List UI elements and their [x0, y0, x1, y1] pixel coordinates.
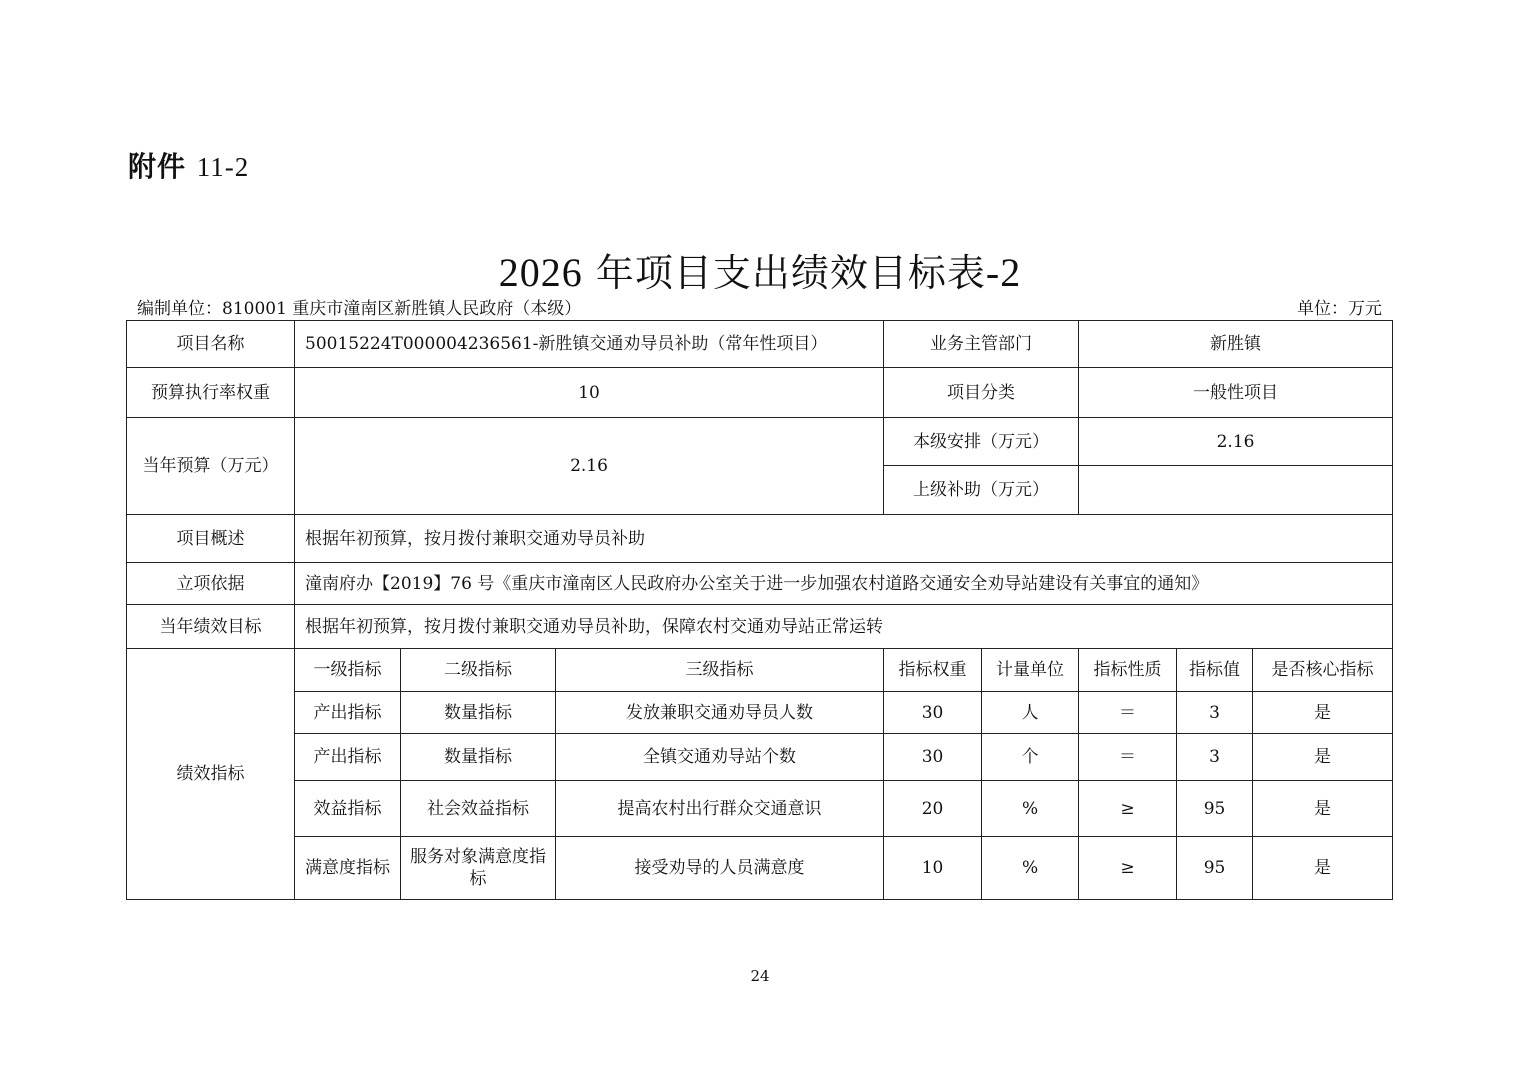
attachment-label — [128, 145, 249, 185]
indicator-cell: 产出指标 — [295, 734, 401, 781]
indicator-cell: 3 — [1177, 692, 1253, 734]
indicator-cell: ＝ — [1079, 734, 1177, 781]
local-label: 本级安排（万元） — [884, 418, 1079, 466]
goal-value: 根据年初预算，按月拨付兼职交通劝导员补助，保障农村交通劝导站正常运转 — [295, 605, 1393, 649]
indicator-cell: % — [982, 781, 1079, 837]
indicator-cell: 3 — [1177, 734, 1253, 781]
row-weight — [127, 368, 1393, 418]
superior-label: 上级补助（万元） — [884, 466, 1079, 515]
header-cell: 指标权重 — [884, 649, 982, 692]
indicator-cell: 是 — [1253, 734, 1393, 781]
project-name-label: 项目名称 — [127, 321, 295, 368]
category-value: 一般性项目 — [1079, 368, 1393, 418]
weight-label: 预算执行率权重 — [127, 368, 295, 418]
indicator-cell: 全镇交通劝导站个数 — [556, 734, 884, 781]
indicator-cell: % — [982, 837, 1079, 900]
indicator-cell: 20 — [884, 781, 982, 837]
indicator-row — [127, 781, 1393, 837]
page-title — [0, 242, 1520, 297]
indicator-cell: 产出指标 — [295, 692, 401, 734]
basis-value: 潼南府办【2019】76 号《重庆市潼南区人民政府办公室关于进一步加强农村道路交通安全劝导站建设有关事宜的通知》 — [295, 563, 1393, 605]
title-text: 年项目支出绩效目标表 — [595, 251, 986, 295]
page-number: 24 — [750, 967, 770, 985]
header-cell: 指标值 — [1177, 649, 1253, 692]
dept-value: 新胜镇 — [1079, 321, 1393, 368]
indicator-cell: 30 — [884, 692, 982, 734]
header-cell: 三级指标 — [556, 649, 884, 692]
indicator-cell: 社会效益指标 — [401, 781, 556, 837]
indicator-row — [127, 837, 1393, 900]
indicator-cell: 效益指标 — [295, 781, 401, 837]
attachment-text: 附件 — [128, 150, 187, 183]
budget-value: 2.16 — [295, 418, 884, 515]
indicator-cell: 发放兼职交通劝导员人数 — [556, 692, 884, 734]
indicator-cell: 服务对象满意度指标 — [401, 837, 556, 900]
title-suffix: -2 — [985, 250, 1022, 295]
indicator-cell: 提高农村出行群众交通意识 — [556, 781, 884, 837]
basis-label: 立项依据 — [127, 563, 295, 605]
indicator-cell: 接受劝导的人员满意度 — [556, 837, 884, 900]
dept-label: 业务主管部门 — [884, 321, 1079, 368]
indicator-cell: 10 — [884, 837, 982, 900]
budget-label: 当年预算（万元） — [127, 418, 295, 515]
superior-value — [1079, 466, 1393, 515]
category-label: 项目分类 — [884, 368, 1079, 418]
indicator-cell: 个 — [982, 734, 1079, 781]
indicator-header-row — [127, 649, 1393, 692]
indicator-row — [127, 734, 1393, 781]
overview-label: 项目概述 — [127, 515, 295, 563]
header-cell: 指标性质 — [1079, 649, 1177, 692]
row-goal — [127, 605, 1393, 649]
indicator-cell: 是 — [1253, 781, 1393, 837]
performance-table — [126, 320, 1393, 900]
header-cell: 是否核心指标 — [1253, 649, 1393, 692]
indicator-cell: 满意度指标 — [295, 837, 401, 900]
row-project-name — [127, 321, 1393, 368]
indicator-cell: ≥ — [1079, 781, 1177, 837]
indicator-cell: ＝ — [1079, 692, 1177, 734]
indicator-cell: 数量指标 — [401, 692, 556, 734]
row-overview — [127, 515, 1393, 563]
title-year: 2026 — [498, 250, 583, 295]
indicators-section-label: 绩效指标 — [127, 649, 295, 900]
weight-value: 10 — [295, 368, 884, 418]
indicator-cell: 人 — [982, 692, 1079, 734]
indicator-cell: 是 — [1253, 692, 1393, 734]
attachment-number: 11-2 — [196, 152, 250, 182]
indicator-cell: 30 — [884, 734, 982, 781]
row-budget-local — [127, 418, 1393, 466]
indicator-cell: ≥ — [1079, 837, 1177, 900]
compiling-unit: 编制单位：810001 重庆市潼南区新胜镇人民政府（本级） — [137, 299, 582, 319]
goal-label: 当年绩效目标 — [127, 605, 295, 649]
indicator-row — [127, 692, 1393, 734]
local-value: 2.16 — [1079, 418, 1393, 466]
project-name-value: 50015224T000004236561-新胜镇交通劝导员补助（常年性项目） — [295, 321, 884, 368]
overview-value: 根据年初预算，按月拨付兼职交通劝导员补助 — [295, 515, 1393, 563]
header-cell: 一级指标 — [295, 649, 401, 692]
indicator-cell: 95 — [1177, 837, 1253, 900]
money-unit: 单位：万元 — [1297, 299, 1382, 319]
indicator-cell: 95 — [1177, 781, 1253, 837]
header-cell: 二级指标 — [401, 649, 556, 692]
row-basis — [127, 563, 1393, 605]
header-cell: 计量单位 — [982, 649, 1079, 692]
indicator-cell: 是 — [1253, 837, 1393, 900]
indicator-cell: 数量指标 — [401, 734, 556, 781]
